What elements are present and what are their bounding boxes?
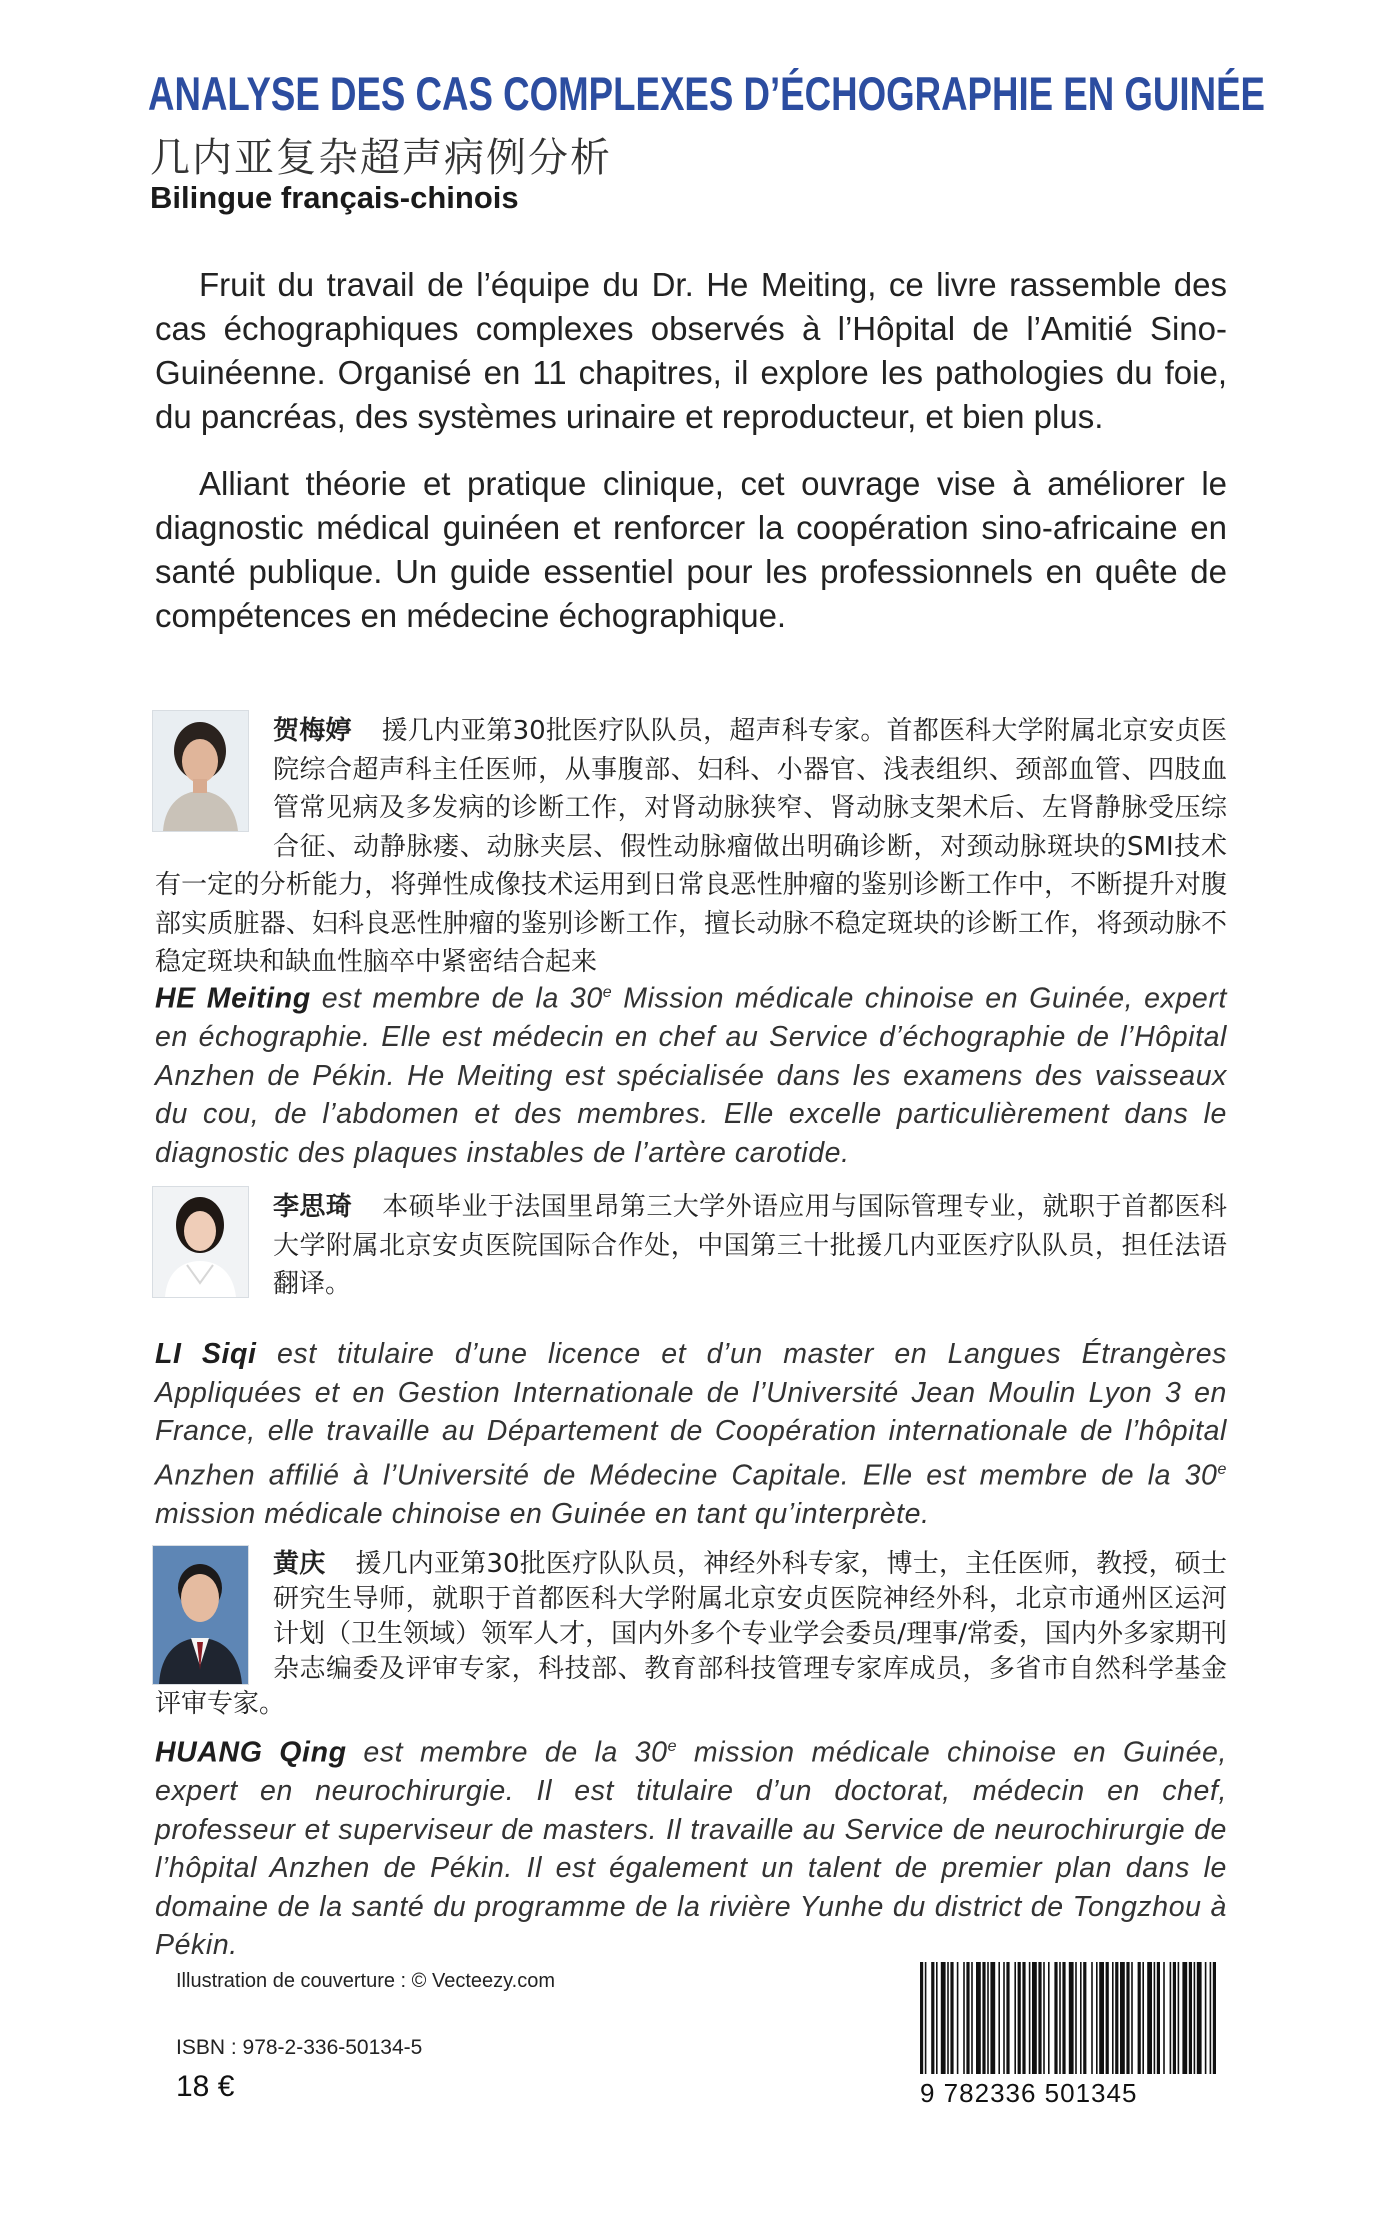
author-bio-french-li-siqi: LI Siqi est titulaire d’une licence et d’un master en Langues Étrangères Appliquées et en Gestion Internationale de l’Université Jean Moulin Lyon 3 en France, elle travaille au Département de Coopération internationale de l’hôpital Anzhen affilié à l’Université de Médecine Capitale. Elle est membre de la 30e mission médicale chinoise en Guinée en tant qu’interprète. xyxy=(155,1338,1227,1530)
book-subtitle: Bilingue français-chinois xyxy=(150,180,519,215)
author-bio-chinese-he-meiting: 贺梅婷 援几内亚第30批医疗队队员，超声科专家。首都医科大学附属北京安贞医院综合超声科主任医师，从事腹部、妇科、小器官、浅表组织、颈部血管、四肢血管常见病及多发病的诊断工作，对肾动脉狭窄、肾动脉支架术后、左肾静脉受压综合征、动静脉瘘、动脉夹层、假性动脉瘤做出明确诊断，对颈动脉斑块的SMI技术有一定的分析能力，将弹性成像技术运用到日常良恶性肿瘤的鉴别诊断工作中，不断提升对腹部实质脏器、妇科良恶性肿瘤的鉴别诊断工作，擅长动脉不稳定斑块的诊断工作，将颈动脉不稳定斑块和缺血性脑卒中紧密结合起来 xyxy=(155,716,1227,977)
intro-paragraph-2: Alliant théorie et pratique clinique, cet ouvrage vise à améliorer le diagnostic médical guinéen et renforcer la coopération sino-africaine en santé publique. Un guide essentiel pour les professionnels en quête de compétences en médecine échographique. xyxy=(155,465,1227,634)
book-title-chinese: 几内亚复杂超声病例分析 xyxy=(150,135,612,181)
author-name-chinese: 黄庆 xyxy=(273,1549,326,1579)
author-name-chinese: 李思琦 xyxy=(273,1192,353,1222)
author-name-french: HUANG Qing xyxy=(155,1736,347,1769)
isbn: ISBN : 978-2-336-50134-5 xyxy=(176,2036,423,2059)
author-bio-french-he-meiting: HE Meiting est membre de la 30e Mission médicale chinoise en Guinée, expert en échographie. Elle est médecin en chef au Service d’échographie de l’Hôpital Anzhen de Pékin. He Meiting est spécialisée dans les examens des vaisseaux du cou, de l’abdomen et des membres. Elle excelle particulièrement dans le diagnostic des plaques instables de l’artère carotide. xyxy=(155,982,1227,1169)
author-bio-french-huang-qing: HUANG Qing est membre de la 30e mission médicale chinoise en Guinée, expert en neurochirurgie. Il est titulaire d’un doctorat, médecin en chef, professeur et superviseur de masters. Il travaille au Service de neurochirurgie de l’hôpital Anzhen de Pékin. Il est également un talent de premier plan dans le domaine de la santé du programme de la rivière Yunhe du district de Tongzhou à Pékin. xyxy=(155,1736,1227,1961)
barcode-digits: 9 782336 501345 xyxy=(920,2078,1138,2108)
barcode-bars xyxy=(912,1962,1222,2080)
author-name-french: HE Meiting xyxy=(155,982,311,1015)
price: 18 € xyxy=(176,2070,235,2103)
author-name-chinese: 贺梅婷 xyxy=(273,716,352,746)
cover-illustration-credit: Illustration de couverture : © Vecteezy.com xyxy=(176,1970,555,1992)
intro-paragraph-1: Fruit du travail de l’équipe du Dr. He Meiting, ce livre rassemble des cas échographiques complexes observés à l’Hôpital de l’Amitié Sino-Guinéenne. Organisé en 11 chapitres, il explore les pathologies du foie, du pancréas, des systèmes urinaire et reproducteur, et bien plus. xyxy=(155,266,1227,435)
book-title: ANALYSE DES CAS COMPLEXES D’ÉCHOGRAPHIE EN GUINÉE xyxy=(148,67,1265,120)
author-bio-chinese-huang-qing: 黄庆 援几内亚第30批医疗队队员，神经外科专家，博士，主任医师，教授，硕士研究生导师，就职于首都医科大学附属北京安贞医院神经外科，北京市通州区运河计划（卫生领域）领军人才，国内外多个专业学会委员/理事/常委，国内外多家期刊杂志编委及评审专家，科技部、教育部科技管理专家库成员，多省市自然科学基金评审专家。 xyxy=(155,1549,1227,1719)
author-name-french: LI Siqi xyxy=(155,1338,257,1370)
author-bio-chinese-li-siqi: 李思琦 本硕毕业于法国里昂第三大学外语应用与国际管理专业，就职于首都医科大学附属北京安贞医院国际合作处，中国第三十批援几内亚医疗队队员，担任法语翻译。 xyxy=(273,1192,1227,1299)
